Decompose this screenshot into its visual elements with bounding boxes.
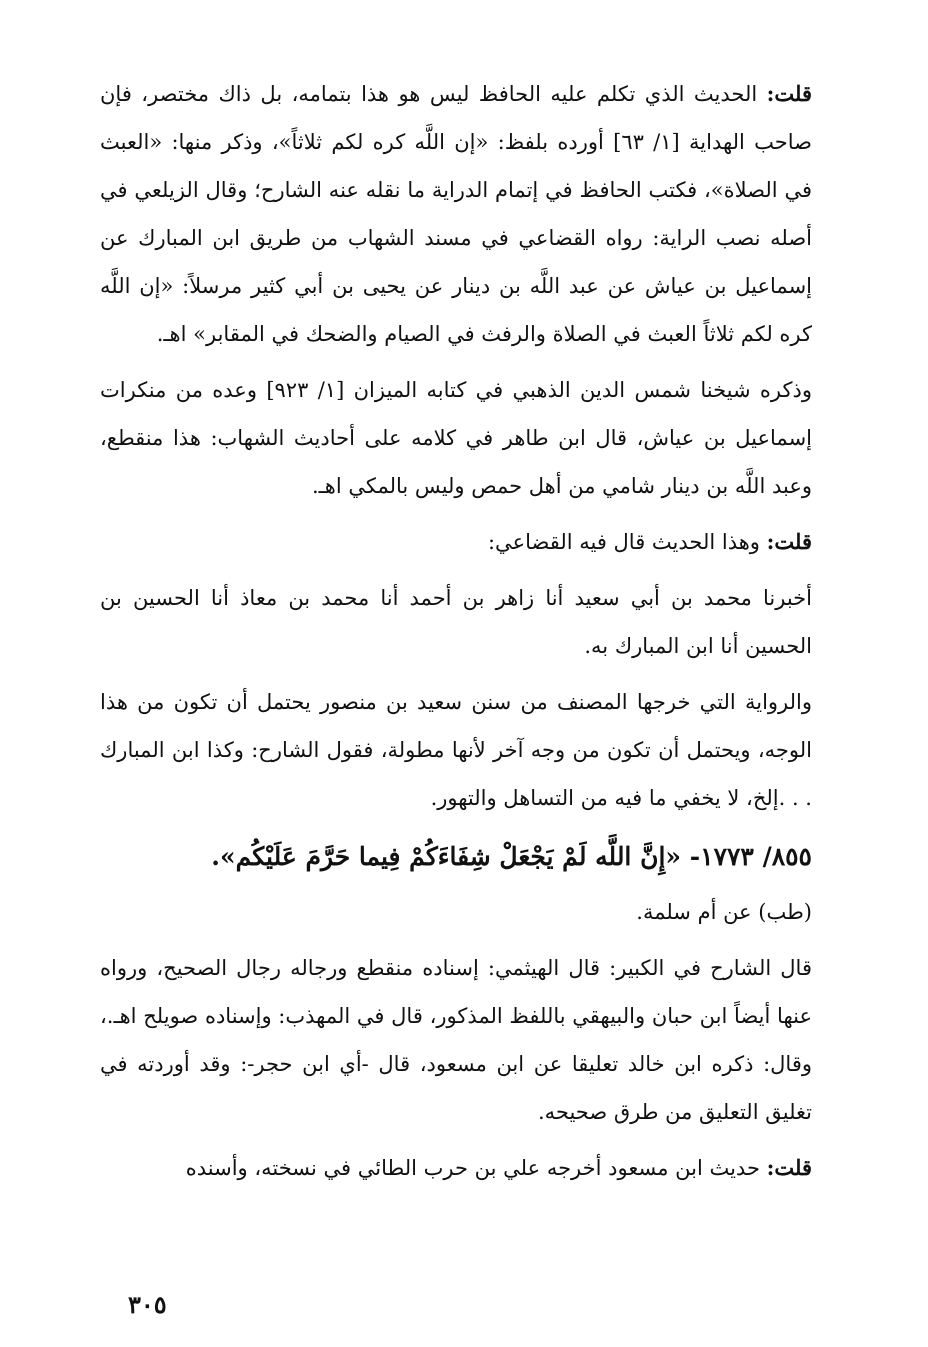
paragraph-text: الحديث الذي تكلم عليه الحافظ ليس هو هذا بتمامه، بل ذاك مختصر، فإن صاحب الهداية [١/ ٦٣] أورده بلفظ: «إن اللَّه كره لكم ثلاثاً»، وذكر منها: «العبث في الصلاة»، فكتب الحافظ في إتمام الدراية ما نقله عنه الشارح؛ وقال الزيلعي في أصله نصب الراية: رواه القضاعي في مسند الشهاب من طريق ابن المبارك عن إسماعيل بن عياش عن عبد اللَّه بن دينار عن يحيى بن أبي كثير مرسلاً: «إن اللَّه كره لكم ثلاثاً العبث في الصلاة والرفث في الصيام والضحك في المقابر» اهـ. bbox=[100, 82, 813, 346]
paragraph bbox=[100, 518, 812, 566]
hadith-source bbox=[100, 888, 812, 936]
paragraph-text: وهذا الحديث قال فيه القضاعي: bbox=[487, 530, 767, 554]
paragraph-text: قال الشارح في الكبير: قال الهيثمي: إسناده منقطع ورجاله رجال الصحيح، ورواه عنها أيضاً ابن حبان والبيهقي باللفظ المذكور، قال في المهذب: وإسناده صويلح اهـ.، وقال: ذكره ابن خالد تعليقا عن ابن مسعود، قال -أي ابن حجر-: وقد أوردته في تغليق التعليق من طرق صحيحه. bbox=[100, 956, 812, 1124]
hadith-number: ٨٥٥/ ١٧٧٣- bbox=[689, 842, 812, 871]
hadith-text: «إِنَّ اللَّه لَمْ يَجْعَلْ شِفَاءَكُمْ فِيما حَرَّمَ عَلَيْكُم». bbox=[211, 842, 682, 871]
commentary-paragraph bbox=[100, 1144, 812, 1192]
paragraph bbox=[100, 70, 812, 358]
hadith-entry bbox=[100, 830, 812, 884]
paragraph-text: حديث ابن مسعود أخرجه علي بن حرب الطائي في نسخته، وأسنده bbox=[185, 1156, 767, 1180]
paragraph bbox=[100, 574, 812, 670]
paragraph bbox=[100, 366, 812, 510]
paragraph bbox=[100, 678, 812, 822]
page-body bbox=[100, 70, 812, 1200]
paragraph-text: وذكره شيخنا شمس الدين الذهبي في كتابه الميزان [١/ ٩٢٣] وعده من منكرات إسماعيل بن عياش، قال ابن طاهر في كلامه على أحاديث الشهاب: هذا منقطع، وعبد اللَّه بن دينار شامي من أهل حمص وليس بالمكي اهـ. bbox=[100, 378, 812, 498]
hadith-source-text: (طب) عن أم سلمة. bbox=[636, 900, 812, 924]
paragraph-lead: قلت: bbox=[766, 81, 812, 106]
page-number: ٣٠٥ bbox=[128, 1290, 167, 1319]
paragraph-text: أخبرنا محمد بن أبي سعيد أنا زاهر بن أحمد أنا محمد بن معاذ أنا الحسين بن الحسين أنا ابن المبارك به. bbox=[100, 586, 812, 658]
paragraph-lead: قلت: bbox=[766, 529, 812, 554]
paragraph-lead: قلت: bbox=[766, 1155, 812, 1180]
commentary-paragraph bbox=[100, 944, 812, 1136]
paragraph-text: والرواية التي خرجها المصنف من سنن سعيد بن منصور يحتمل أن تكون من هذا الوجه، ويحتمل أن تكون من وجه آخر لأنها مطولة، فقول الشارح: وكذا ابن المبارك . . .إلخ، لا يخفي ما فيه من التساهل والتهور. bbox=[100, 690, 812, 810]
